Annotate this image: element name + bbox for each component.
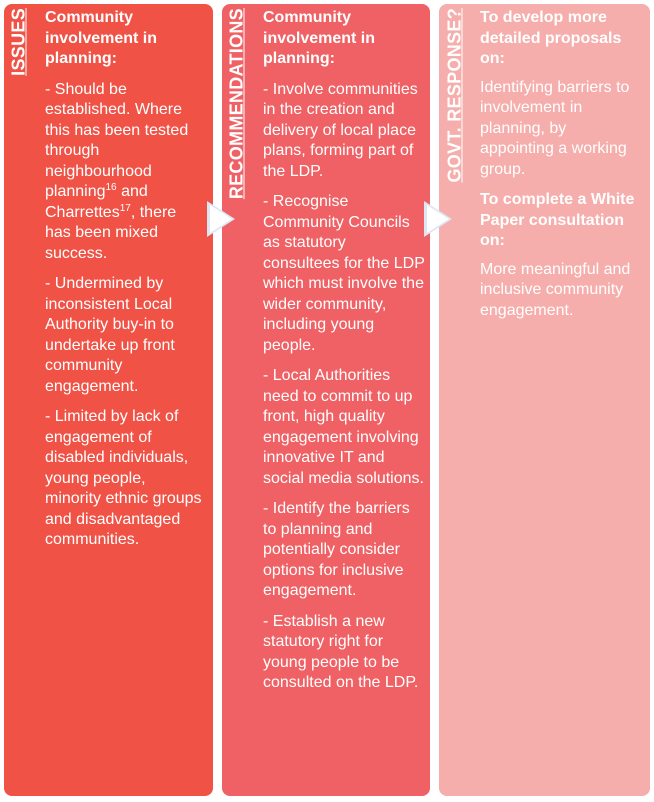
recommendation-item-4: - Identify the barriers to planning and potentially consider options for inclusive engagement. [263, 500, 410, 599]
recommendations-content [263, 8, 425, 694]
recommendation-item-2: - Recognise Community Councils as statutory consultees for the LDP which must involve the wider community, including young people. [263, 193, 425, 354]
govt-response-label: GOVT. RESPONSE? [444, 8, 465, 183]
recommendations-label: RECOMMENDATIONS [226, 8, 247, 200]
issues-item-3: - Limited by lack of engagement of disabled individuals, young people, minority ethnic groups and disadvantaged communities. [45, 408, 202, 548]
arrow-right-icon [424, 201, 452, 237]
response-paragraph-2: More meaningful and inclusive community engagement. [480, 260, 631, 319]
footnote-16: 16 [105, 182, 117, 193]
response-heading-2: To complete a White Paper consultation on: [480, 191, 635, 249]
response-paragraph-1: Identifying barriers to involvement in planning, by appointing a working group. [480, 78, 630, 178]
response-heading-1: To develop more detailed proposals on: [480, 9, 622, 67]
issues-content [45, 8, 205, 551]
recommendations-heading: Community involvement in planning: [263, 9, 376, 67]
issues-item-1: - Should be established. Where this has been tested through neighbourhood planning$^{16}$ and Charrettes$^{17}$, there has been mixed success. [45, 80, 189, 262]
recommendation-item-3: - Local Authorities need to commit to up front, high quality engagement involving innovative IT and social media solutions. [263, 367, 424, 487]
recommendation-item-1: - Involve communities in the creation and delivery of local place plans, forming part of the LDP. [263, 80, 418, 180]
response-content [480, 8, 640, 321]
issues-label: ISSUES [8, 8, 29, 76]
recommendation-item-5: - Establish a new statutory right for young people to be consulted on the LDP. [263, 612, 419, 691]
issues-heading: Community involvement in planning: [45, 9, 158, 67]
issues-item-2: - Undermined by inconsistent Local Authority buy-in to undertake up front community engagement. [45, 275, 175, 395]
arrow-right-icon [207, 201, 235, 237]
footnote-17: 17 [119, 202, 131, 214]
